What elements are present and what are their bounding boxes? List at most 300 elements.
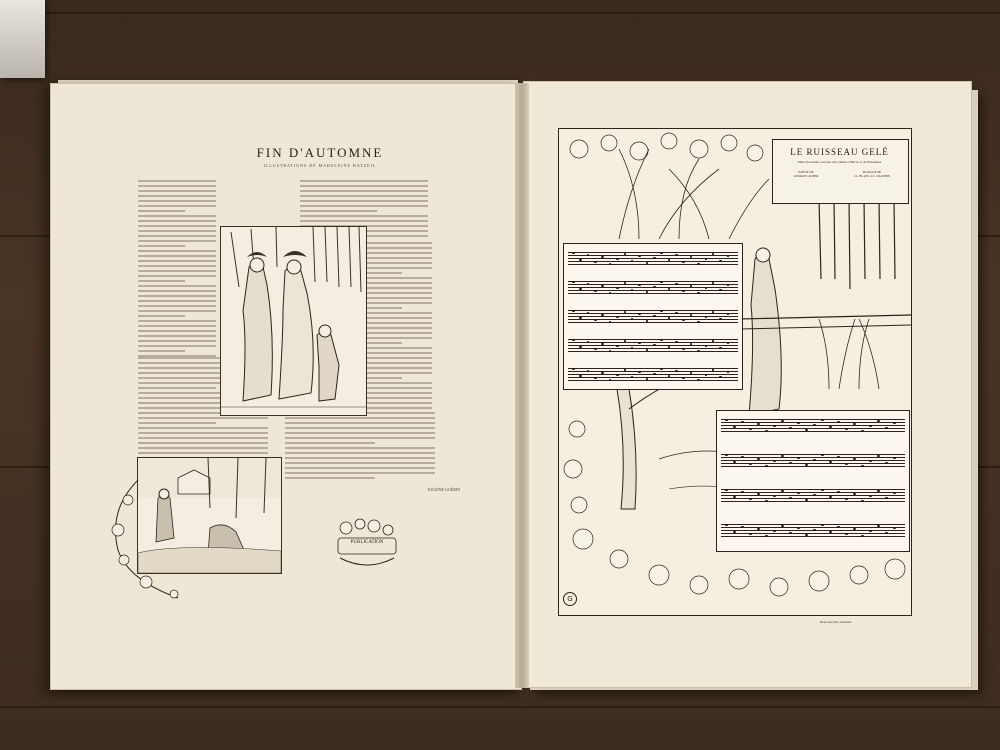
music-note bbox=[813, 529, 816, 531]
music-note bbox=[797, 457, 800, 459]
music-note bbox=[719, 347, 722, 349]
text-line bbox=[285, 477, 375, 479]
music-note bbox=[601, 256, 604, 258]
text-line bbox=[138, 295, 216, 297]
music-note bbox=[653, 286, 656, 288]
text-line bbox=[358, 292, 432, 294]
staff-line bbox=[568, 264, 738, 265]
text-line bbox=[138, 180, 216, 182]
music-note bbox=[646, 349, 649, 351]
music-note bbox=[638, 284, 641, 286]
text-line bbox=[300, 180, 428, 182]
music-note bbox=[797, 492, 800, 494]
left-page-title: FIN D'AUTOMNE bbox=[256, 145, 384, 160]
text-line bbox=[358, 277, 432, 279]
music-note bbox=[624, 369, 627, 371]
music-note bbox=[579, 317, 582, 319]
text-line bbox=[138, 290, 216, 292]
music-note bbox=[727, 371, 730, 373]
music-note bbox=[594, 290, 597, 292]
text-line bbox=[138, 345, 216, 347]
music-note bbox=[572, 368, 575, 370]
text-line bbox=[138, 330, 216, 332]
music-note bbox=[877, 455, 880, 457]
left-page-subtitle: ILLUSTRATIONS DE MADELEINE HATZEIL bbox=[263, 163, 377, 168]
music-note bbox=[705, 287, 708, 289]
text-line bbox=[138, 260, 216, 262]
right-page-caption: Reproduction interdite bbox=[820, 620, 852, 624]
song-title: LE RUISSEAU GELÉ bbox=[790, 147, 889, 157]
music-note bbox=[741, 421, 744, 423]
text-line bbox=[138, 220, 216, 222]
music-note bbox=[579, 346, 582, 348]
music-note bbox=[697, 263, 700, 265]
text-line bbox=[300, 195, 428, 197]
music-note bbox=[725, 419, 728, 421]
text-line bbox=[358, 257, 432, 259]
text-line bbox=[138, 190, 216, 192]
text-line bbox=[358, 372, 432, 374]
music-note bbox=[837, 456, 840, 458]
music-note bbox=[616, 287, 619, 289]
text-line bbox=[300, 200, 428, 202]
music-note bbox=[813, 459, 816, 461]
text-line bbox=[358, 397, 432, 399]
music-note bbox=[616, 345, 619, 347]
text-line bbox=[358, 382, 432, 384]
music-note bbox=[660, 339, 663, 341]
music-note bbox=[697, 350, 700, 352]
text-line bbox=[138, 452, 268, 454]
staff-line bbox=[721, 431, 905, 432]
music-note bbox=[624, 311, 627, 313]
music-note bbox=[727, 255, 730, 257]
music-note bbox=[660, 368, 663, 370]
text-line bbox=[300, 190, 428, 192]
music-note bbox=[697, 292, 700, 294]
text-line bbox=[138, 240, 216, 242]
music-note bbox=[587, 283, 590, 285]
text-line bbox=[138, 387, 216, 389]
text-line bbox=[358, 327, 432, 329]
binding-gutter bbox=[515, 83, 529, 688]
music-note bbox=[893, 457, 896, 459]
text-line bbox=[300, 210, 377, 212]
text-line bbox=[358, 332, 432, 334]
music-note bbox=[733, 426, 736, 428]
text-line bbox=[138, 195, 216, 197]
text-line bbox=[285, 417, 435, 419]
text-line bbox=[138, 417, 268, 419]
staff-line bbox=[721, 466, 905, 467]
music-note bbox=[624, 282, 627, 284]
music-note bbox=[789, 532, 792, 534]
text-line bbox=[358, 262, 432, 264]
text-line bbox=[138, 265, 216, 267]
music-note bbox=[893, 492, 896, 494]
text-line bbox=[138, 285, 216, 287]
music-note bbox=[813, 424, 816, 426]
credit-composer bbox=[840, 170, 904, 178]
music-note bbox=[757, 423, 760, 425]
music-note bbox=[572, 281, 575, 283]
music-note bbox=[675, 254, 678, 256]
text-line bbox=[138, 447, 268, 449]
text-line bbox=[138, 245, 185, 247]
music-note bbox=[789, 427, 792, 429]
text-line bbox=[138, 250, 216, 252]
music-note bbox=[660, 281, 663, 283]
text-line bbox=[138, 255, 216, 257]
staff-line bbox=[568, 284, 738, 285]
music-note bbox=[869, 425, 872, 427]
music-note bbox=[797, 527, 800, 529]
text-column-bottom bbox=[285, 412, 435, 482]
music-note bbox=[638, 255, 641, 257]
text-line bbox=[138, 300, 216, 302]
music-note bbox=[821, 524, 824, 526]
music-note bbox=[697, 321, 700, 323]
staff-line bbox=[721, 457, 905, 458]
staff-line bbox=[721, 422, 905, 423]
staff-line bbox=[568, 293, 738, 294]
music-note bbox=[624, 340, 627, 342]
music-note bbox=[885, 427, 888, 429]
text-line bbox=[300, 220, 428, 222]
text-line bbox=[285, 467, 435, 469]
music-note bbox=[789, 497, 792, 499]
music-note bbox=[719, 376, 722, 378]
cartouche-label: PUBLICATION bbox=[350, 540, 384, 545]
text-line bbox=[285, 447, 435, 449]
music-note bbox=[733, 531, 736, 533]
music-note bbox=[587, 254, 590, 256]
music-note bbox=[587, 312, 590, 314]
music-note bbox=[869, 530, 872, 532]
music-note bbox=[609, 321, 612, 323]
music-note bbox=[653, 344, 656, 346]
music-note bbox=[781, 420, 784, 422]
text-line bbox=[358, 337, 432, 339]
table-plank-seam bbox=[0, 12, 1000, 14]
music-note bbox=[675, 283, 678, 285]
text-line bbox=[300, 215, 428, 217]
music-note bbox=[757, 458, 760, 460]
music-note bbox=[845, 498, 848, 500]
music-note bbox=[853, 493, 856, 495]
text-line bbox=[285, 472, 435, 474]
music-note bbox=[853, 528, 856, 530]
music-note bbox=[601, 372, 604, 374]
text-column-left bbox=[138, 180, 216, 360]
text-line bbox=[138, 335, 216, 337]
music-note bbox=[821, 454, 824, 456]
illustration-figures-forest bbox=[220, 226, 367, 416]
music-note bbox=[719, 289, 722, 291]
text-line bbox=[138, 432, 268, 434]
music-note bbox=[885, 462, 888, 464]
music-note bbox=[757, 528, 760, 530]
text-line bbox=[285, 437, 435, 439]
music-note bbox=[765, 430, 768, 432]
floral-vine-decoration bbox=[98, 480, 188, 600]
music-note bbox=[845, 533, 848, 535]
music-note bbox=[572, 252, 575, 254]
music-note bbox=[638, 313, 641, 315]
music-note bbox=[594, 348, 597, 350]
music-note bbox=[719, 318, 722, 320]
staff-line bbox=[568, 313, 738, 314]
music-note bbox=[837, 526, 840, 528]
text-line bbox=[138, 275, 216, 277]
music-note bbox=[727, 342, 730, 344]
text-line bbox=[358, 267, 432, 269]
staff-line bbox=[568, 255, 738, 256]
text-column-right-mid bbox=[358, 242, 432, 412]
music-note bbox=[805, 429, 808, 431]
music-note bbox=[725, 489, 728, 491]
text-line bbox=[358, 312, 432, 314]
music-note bbox=[609, 292, 612, 294]
music-note bbox=[675, 312, 678, 314]
music-note bbox=[594, 319, 597, 321]
music-note bbox=[587, 370, 590, 372]
music-note bbox=[719, 260, 722, 262]
music-note bbox=[837, 491, 840, 493]
text-line bbox=[138, 210, 185, 212]
staff-line bbox=[721, 527, 905, 528]
music-note bbox=[829, 531, 832, 533]
text-line bbox=[138, 422, 216, 424]
music-note bbox=[749, 463, 752, 465]
music-note bbox=[572, 310, 575, 312]
music-note bbox=[601, 285, 604, 287]
text-line bbox=[358, 302, 432, 304]
text-line bbox=[138, 230, 216, 232]
music-note bbox=[653, 373, 656, 375]
music-note bbox=[697, 379, 700, 381]
music-note bbox=[705, 345, 708, 347]
music-note bbox=[579, 259, 582, 261]
publisher-monogram: G bbox=[563, 592, 577, 606]
music-note bbox=[805, 534, 808, 536]
staff-line bbox=[721, 501, 905, 502]
music-note bbox=[885, 497, 888, 499]
staff-line bbox=[568, 371, 738, 372]
music-note bbox=[638, 371, 641, 373]
music-note bbox=[741, 526, 744, 528]
text-line bbox=[138, 437, 268, 439]
music-note bbox=[837, 421, 840, 423]
text-line bbox=[138, 205, 216, 207]
text-line bbox=[358, 387, 432, 389]
credit-poet-text: POÉSIE DE GEORGES AUBER bbox=[793, 170, 819, 178]
text-line bbox=[138, 320, 216, 322]
text-line bbox=[138, 270, 216, 272]
music-note bbox=[877, 525, 880, 527]
text-line bbox=[358, 252, 432, 254]
text-line bbox=[138, 185, 216, 187]
staff-line bbox=[721, 492, 905, 493]
text-line bbox=[358, 322, 432, 324]
music-note bbox=[861, 535, 864, 537]
music-note bbox=[781, 525, 784, 527]
music-note bbox=[821, 419, 824, 421]
music-note bbox=[877, 490, 880, 492]
music-note bbox=[773, 460, 776, 462]
music-note bbox=[861, 500, 864, 502]
music-note bbox=[821, 489, 824, 491]
music-note bbox=[829, 426, 832, 428]
text-line bbox=[358, 352, 432, 354]
music-note bbox=[781, 490, 784, 492]
text-line bbox=[358, 407, 432, 409]
music-note bbox=[765, 535, 768, 537]
music-note bbox=[705, 258, 708, 260]
staff-line bbox=[568, 351, 738, 352]
text-line bbox=[358, 347, 432, 349]
music-score-bottom bbox=[716, 410, 910, 552]
text-line bbox=[300, 205, 428, 207]
text-line bbox=[285, 422, 435, 424]
music-note bbox=[579, 288, 582, 290]
music-note bbox=[616, 258, 619, 260]
music-note bbox=[609, 379, 612, 381]
music-note bbox=[805, 499, 808, 501]
music-note bbox=[601, 314, 604, 316]
music-note bbox=[646, 378, 649, 380]
music-note bbox=[646, 291, 649, 293]
music-note bbox=[773, 425, 776, 427]
music-note bbox=[646, 262, 649, 264]
music-note bbox=[646, 320, 649, 322]
staff-line bbox=[568, 342, 738, 343]
text-line bbox=[358, 242, 432, 244]
music-note bbox=[741, 491, 744, 493]
text-line bbox=[358, 402, 432, 404]
text-line bbox=[358, 317, 432, 319]
music-note bbox=[616, 316, 619, 318]
text-line bbox=[138, 235, 216, 237]
text-line bbox=[285, 462, 435, 464]
staff-line bbox=[568, 322, 738, 323]
music-note bbox=[853, 423, 856, 425]
music-note bbox=[765, 465, 768, 467]
music-note bbox=[682, 290, 685, 292]
music-note bbox=[749, 428, 752, 430]
credit-composer-text: MUSIQUE DE CL. BLANC et L. DAUPHIN bbox=[854, 170, 890, 178]
music-note bbox=[861, 465, 864, 467]
music-note bbox=[885, 532, 888, 534]
text-line bbox=[285, 427, 435, 429]
music-note bbox=[741, 456, 744, 458]
staff-line bbox=[568, 380, 738, 381]
music-note bbox=[869, 495, 872, 497]
music-note bbox=[682, 261, 685, 263]
text-line bbox=[358, 367, 432, 369]
text-line bbox=[358, 357, 432, 359]
music-note bbox=[601, 343, 604, 345]
music-score-top bbox=[563, 243, 743, 390]
text-line bbox=[358, 247, 432, 249]
music-note bbox=[705, 316, 708, 318]
text-line bbox=[285, 432, 435, 434]
text-line bbox=[138, 442, 268, 444]
text-line bbox=[285, 442, 375, 444]
music-note bbox=[616, 374, 619, 376]
music-note bbox=[725, 524, 728, 526]
music-note bbox=[594, 377, 597, 379]
music-note bbox=[861, 430, 864, 432]
text-line bbox=[358, 287, 432, 289]
music-note bbox=[733, 496, 736, 498]
music-note bbox=[749, 498, 752, 500]
music-note bbox=[572, 339, 575, 341]
music-note bbox=[845, 428, 848, 430]
music-note bbox=[653, 315, 656, 317]
music-note bbox=[675, 341, 678, 343]
music-note bbox=[727, 284, 730, 286]
music-note bbox=[845, 463, 848, 465]
text-line bbox=[138, 340, 216, 342]
text-line bbox=[358, 297, 432, 299]
text-line bbox=[138, 225, 216, 227]
text-line bbox=[138, 305, 216, 307]
music-note bbox=[705, 374, 708, 376]
music-note bbox=[682, 377, 685, 379]
music-note bbox=[609, 350, 612, 352]
music-note bbox=[660, 252, 663, 254]
music-note bbox=[789, 462, 792, 464]
music-note bbox=[609, 263, 612, 265]
music-note bbox=[829, 461, 832, 463]
music-note bbox=[773, 495, 776, 497]
music-note bbox=[781, 455, 784, 457]
music-note bbox=[893, 422, 896, 424]
music-note bbox=[579, 375, 582, 377]
table-plank-seam bbox=[0, 706, 1000, 708]
music-note bbox=[682, 348, 685, 350]
text-line bbox=[138, 315, 185, 317]
staff-line bbox=[721, 536, 905, 537]
music-note bbox=[727, 313, 730, 315]
music-note bbox=[797, 422, 800, 424]
music-note bbox=[660, 310, 663, 312]
music-note bbox=[757, 493, 760, 495]
music-note bbox=[624, 253, 627, 255]
text-line bbox=[138, 200, 216, 202]
music-note bbox=[638, 342, 641, 344]
paper-stack-corner bbox=[0, 0, 45, 78]
music-note bbox=[733, 461, 736, 463]
text-line bbox=[285, 452, 435, 454]
text-line bbox=[138, 427, 268, 429]
music-note bbox=[594, 261, 597, 263]
text-line bbox=[138, 215, 216, 217]
music-note bbox=[765, 500, 768, 502]
music-note bbox=[805, 464, 808, 466]
text-line bbox=[138, 280, 185, 282]
text-line bbox=[358, 392, 432, 394]
music-note bbox=[829, 496, 832, 498]
text-line bbox=[358, 282, 432, 284]
article-signature: EUGÈNE GUÉRIN bbox=[428, 487, 461, 492]
music-note bbox=[725, 454, 728, 456]
music-note bbox=[675, 370, 678, 372]
text-line bbox=[358, 362, 432, 364]
text-line bbox=[138, 310, 216, 312]
text-line bbox=[138, 325, 216, 327]
